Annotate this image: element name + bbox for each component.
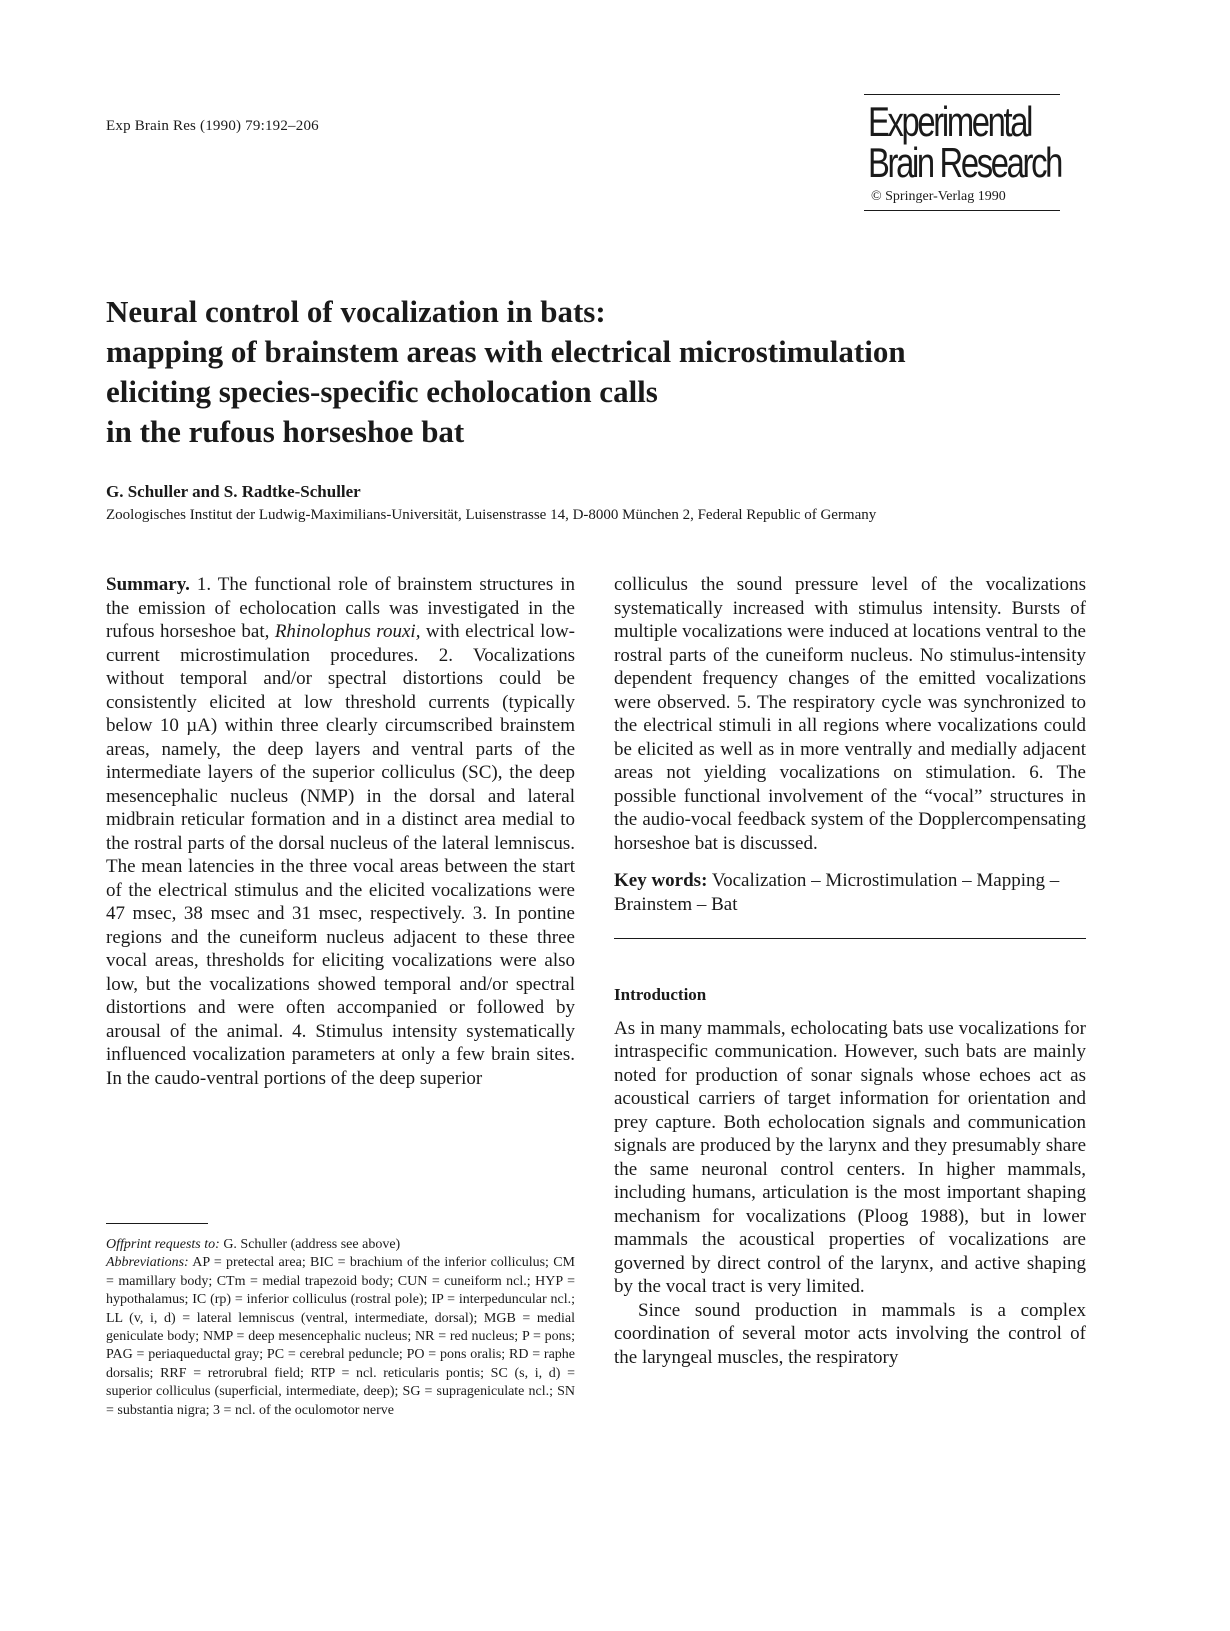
offprint-text: G. Schuller (address see above) [219,1237,401,1252]
copyright-notice: © Springer-Verlag 1990 [871,189,1006,204]
species-name: Rhinolophus rouxi, [274,621,421,642]
keywords-label: Key words: [614,870,708,891]
keywords-text: Vocalization – Microstimulation – Mapping – Brainstem – Bat [614,870,1060,915]
article-title [106,292,1066,452]
authors: G. Schuller and S. Radtke-Schuller [106,482,361,501]
introduction-heading: Introduction [614,985,707,1004]
introduction-paragraph: Since sound production in mammals is a complex coordination of several motor acts involving the control of the laryngeal muscles, the respiratory [614,1299,1086,1368]
offprint-footnote [106,1236,575,1254]
title-line: eliciting species-specific echolocation calls [106,374,658,409]
journal-citation: Exp Brain Res (1990) 79:192–206 [106,118,319,134]
footnotes [106,1236,575,1420]
summary-paragraph [106,573,575,1090]
left-column [106,573,575,1090]
masthead-bottom-rule [864,210,1060,211]
masthead-top-rule [864,94,1060,95]
journal-name-line1: Experimental [868,98,1032,145]
affiliation: Zoologisches Institut der Ludwig-Maximilians-Universität, Luisenstrasse 14, D-8000 München 2, Federal Republic of Germany [106,507,877,523]
summary-label: Summary. [106,574,190,595]
abbreviations-text: AP = pretectal area; BIC = brachium of the inferior colliculus; CM = mamillary body; CTm = medial trapezoid body; CUN = cuneiform ncl.; HYP = hypothalamus; IC (rp) = inferior colliculus (rostral pole); IP = interpeduncular ncl.; LL (v, i, d) = lateral lemniscus (ventral, intermediate, dorsal); MGB = medial geniculate body; NMP = deep mesencephalic nucleus; NR = red nucleus; P = pons; PAG = periaqueductal gray; PC = cerebral peduncle; PO = pons oralis; RD = raphe dorsalis; RRF = retrorubral field; RTP = ncl. reticularis pontis; SC (s, i, d) = superior colliculus (superficial, intermediate, deep); SG = suprageniculate ncl.; SN = substantia nigra; 3 = ncl. of the oculomotor nerve [106,1255,575,1418]
title-line: in the rufous horseshoe bat [106,414,465,449]
right-column [614,573,1086,1369]
summary-continuation: colliculus the sound pressure level of the vocalizations systematically increased with stimulus intensity. Bursts of multiple vocalizations were induced at locations ventral to the rostral parts of the cuneiform nucleus. No stimulus-intensity dependent frequency changes of the emitted vocalizations were observed. 5. The respiratory cycle was synchronized to the electrical stimuli in all regions where vocalizations could be elicited as well as in more ventrally and medially adjacent areas not yielding vocalizations on stimulation. 6. The possible functional involvement of the “vocal” structures in the audio-vocal feedback system of the Dopplercompensating horseshoe bat is discussed. [614,574,1086,854]
offprint-label: Offprint requests to: [106,1237,220,1252]
title-line: Neural control of vocalization in bats: [106,294,606,329]
introduction-paragraph: As in many mammals, echolocating bats use vocalizations for intraspecific communication. However, such bats are mainly noted for production of sonar signals whose echoes act as acoustical carriers of target information for orientation and prey capture. Both echolocation signals and communication signals are produced by the larynx and they presumably share the same neuronal control centers. In higher mammals, including humans, articulation is the most important shaping mechanism for vocalizations (Ploog 1988), but in lower mammals the acoustical properties of vocalizations are governed by direct control of the larynx, and active shaping by the vocal tract is very limited. [614,1017,1086,1297]
section-divider [614,938,1086,939]
abbreviations-label: Abbreviations: [106,1255,189,1271]
journal-name-line2: Brain Research [868,139,1062,186]
title-line: mapping of brainstem areas with electrical microstimulation [106,334,906,369]
summary-text-part2: with electrical low-current microstimulation procedures. 2. Vocalizations without temporal and/or spectral distortions could be consistently elicited at low threshold currents (typically below 10 µA) within three clearly circumscribed brainstem areas, namely, the deep layers and ventral parts of the intermediate layers of the superior colliculus (SC), the deep mesencephalic nucleus (NMP) in the dorsal and lateral midbrain reticular formation and in a distinct area medial to the rostral parts of the dorsal nucleus of the lateral lemniscus. The mean latencies in the three vocal areas between the start of the electrical stimulus and the elicited vocalizations were 47 msec, 38 msec and 31 msec, respectively. 3. In pontine regions and the cuneiform nucleus adjacent to these three vocal areas, thresholds for eliciting vocalizations were also low, but the vocalizations showed temporal and/or spectral distortions and were often accompanied or followed by arousal of the animal. 4. Stimulus intensity systematically influenced vocalization parameters at only a few brain sites. In the caudo-ventral portions of the deep superior [106,621,575,1089]
keywords [614,869,1086,916]
journal-name [868,98,1062,186]
journal-masthead [868,94,1062,211]
summary-text-part1: 1. The functional role of brainstem structures in the emission of echolocation calls was investigated in the rufous horseshoe bat, [106,574,575,642]
footnote-divider [106,1223,208,1224]
abbreviations-footnote [106,1254,575,1420]
